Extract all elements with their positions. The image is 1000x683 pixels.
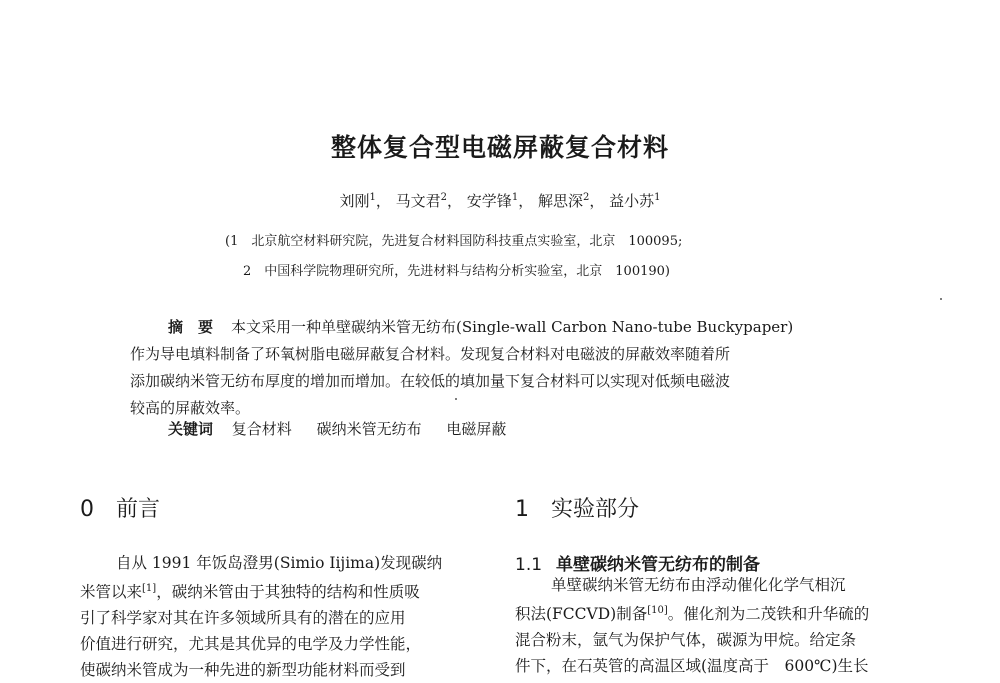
section-number: 0 <box>80 497 94 522</box>
section-body <box>80 550 480 683</box>
abstract-line: 添加碳纳米管无纺布厚度的增加而增加。在较低的填加量下复合材料可以实现对低频电磁波 <box>130 372 731 390</box>
column-right <box>515 492 925 676</box>
subsection-title: 单壁碳纳米管无纺布的制备 <box>556 555 761 575</box>
abstract-line: 较高的屏蔽效率。 <box>130 399 251 417</box>
keywords <box>168 418 526 439</box>
text-line: 价值进行研究，尤其是其优异的电学及力学性能， <box>80 635 422 654</box>
scan-speck <box>455 398 457 400</box>
scan-speck <box>940 298 942 300</box>
affiliation-1: (1 北京航空材料研究院，先进复合材料国防科技重点实验室，北京 100095; <box>225 234 683 249</box>
keyword: 碳纳米管无纺布 <box>316 420 422 438</box>
text-line: 积法(FCCVD)制备[10]。催化剂为二茂铁和升华硫的 <box>515 605 870 624</box>
section-heading <box>515 492 925 523</box>
author: 安学锋$^1$ <box>466 192 519 210</box>
abstract-line: 作为导电填料制备了环氧树脂电磁屏蔽复合材料。发现复合材料对电磁波的屏蔽效率随着所 <box>130 345 731 363</box>
keyword: 电磁屏蔽 <box>446 420 507 438</box>
abstract-line: 摘 要 本文采用一种单壁碳纳米管无纺布(Single-wall Carbon Nano-tube Buckypaper) <box>168 318 794 336</box>
text-line: 单壁碳纳米管无纺布由浮动催化化学气相沉 <box>551 576 846 594</box>
column-left <box>80 492 480 680</box>
text-line: 混合粉末，氩气为保护气体，碳源为甲烷。给定条 <box>515 631 857 650</box>
text-line: 使碳纳米管成为一种先进的新型功能材料而受到 <box>80 661 406 680</box>
author: 马文君$^2$ <box>395 192 448 210</box>
abstract <box>130 314 870 422</box>
section-title: 实验部分 <box>551 497 640 522</box>
affiliation-2: 2 中国科学院物理研究所，先进材料与结构分析实验室，北京 100190) <box>243 264 670 279</box>
section-title: 前言 <box>116 497 161 522</box>
keyword: 复合材料 <box>231 420 292 438</box>
section-body <box>515 572 925 679</box>
citation: [10] <box>647 605 668 616</box>
abstract-label: 摘 要 <box>168 318 214 336</box>
author-list: 刘刚$^1$， 马文君$^2$， 安学锋$^1$， 解思深$^2$， 益小苏$^1$ <box>339 192 661 210</box>
paper-title: 整体复合型电磁屏蔽复合材料 <box>330 133 669 162</box>
subsection-number: 1.1 <box>515 555 543 575</box>
text-line: 自从 1991 年饭岛澄男(Simio Iijima)发现碳纳 <box>116 554 443 572</box>
text-line: 引了科学家对其在许多领域所具有的潜在的应用 <box>80 609 406 628</box>
section-number: 1 <box>515 497 529 522</box>
section-heading <box>80 492 480 523</box>
keywords-label: 关键词 <box>168 420 214 438</box>
text-line: 米管以来[1]，碳纳米管由于其独特的结构和性质吸 <box>80 583 420 602</box>
citation: [1] <box>142 583 157 594</box>
author: 解思深$^2$ <box>537 192 590 210</box>
author: 益小苏$^1$ <box>609 192 661 210</box>
text-line: 件下，在石英管的高温区域(温度高于 600℃)生长 <box>515 657 869 676</box>
author: 刘刚$^1$ <box>339 192 376 210</box>
